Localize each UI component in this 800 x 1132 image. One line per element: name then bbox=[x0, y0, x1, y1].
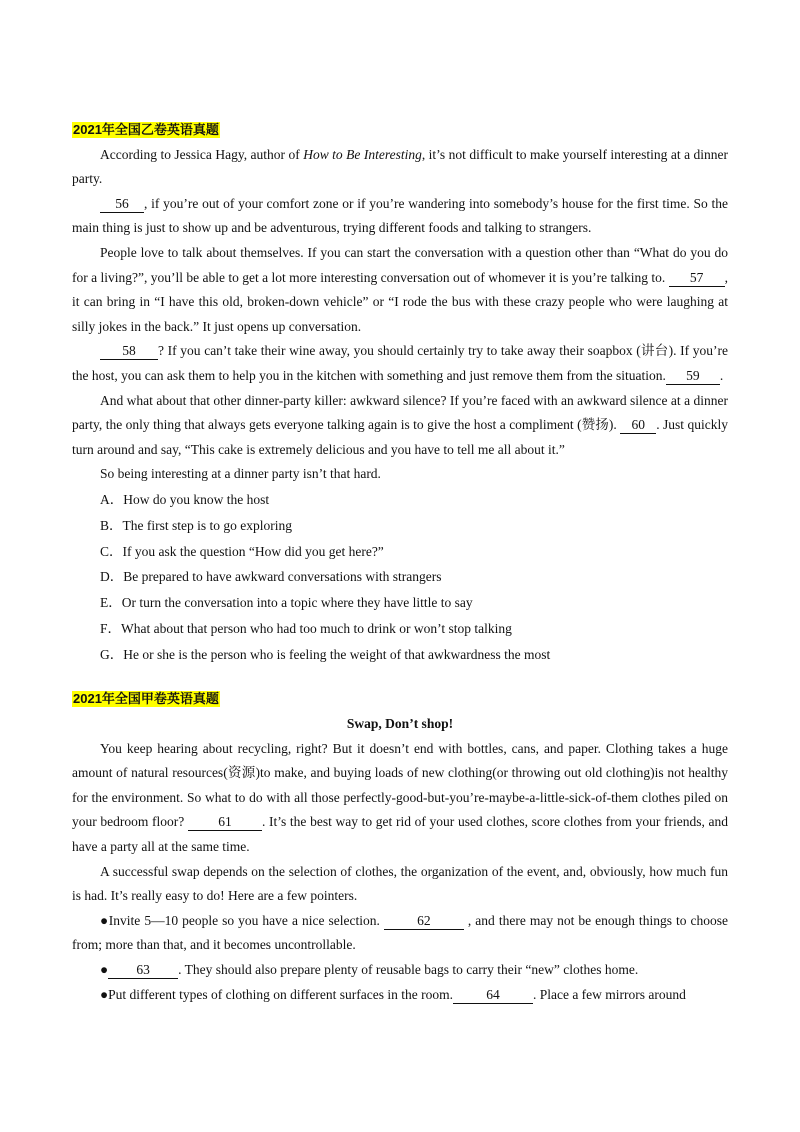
text: People love to talk about themselves. If you can start the conversation with a question other than “What do you do for a living?”, you’ll be able to get a lot more interesting conversation out of whomever it is you’re talking to. bbox=[72, 244, 728, 285]
text: ? If you can’t take their wine away, you should certainly try to take away their soapbox (讲台). If you’re the host, you can ask them to help you in the kitchen with something and just remove them from the situation. bbox=[72, 343, 728, 383]
section-yi bbox=[72, 118, 728, 667]
option-a: A．How do you know the host bbox=[100, 491, 270, 507]
paragraph: So being interesting at a dinner party isn’t that hard. bbox=[100, 466, 381, 482]
paragraph bbox=[72, 958, 728, 983]
text: , if you’re out of your comfort zone or if you’re wandering into somebody’s house for the first time. So the main thing is just to show up and be adventurous, trying different foods and talking to strangers. bbox=[72, 195, 728, 236]
text: ●Put different types of clothing on different surfaces in the room. bbox=[100, 986, 453, 1002]
bullet: ● bbox=[100, 962, 109, 978]
blank-64[interactable]: 64 bbox=[453, 987, 533, 1004]
option-b: B．The first step is to go exploring bbox=[100, 517, 292, 533]
blank-62[interactable]: 62 bbox=[384, 913, 464, 930]
text: . Place a few mirrors around bbox=[532, 986, 686, 1002]
option-f: F．What about that person who had too much to drink or won’t stop talking bbox=[100, 620, 512, 636]
options-list bbox=[72, 487, 728, 668]
text: , it can bring in “I have this old, broken-down vehicle” or “I rode the bus with these crazy people who were laughing at silly jokes in the back.” It just opens up conversation. bbox=[72, 269, 728, 334]
option-g: G．He or she is the person who is feeling the weight of that awkwardness the most bbox=[100, 646, 551, 662]
passage-title: Swap, Don’t shop! bbox=[346, 716, 454, 732]
text: . They should also prepare plenty of reusable bags to carry their “new” clothes home. bbox=[178, 962, 639, 978]
option-c: C．If you ask the question “How did you get here?” bbox=[100, 543, 384, 559]
blank-63[interactable]: 63 bbox=[108, 962, 178, 979]
section-heading: 2021年全国乙卷英语真题 bbox=[73, 122, 219, 137]
blank-61[interactable]: 61 bbox=[188, 814, 262, 831]
text: . bbox=[719, 367, 724, 383]
text: , and there may not be enough things to choose from; more than that, and it becomes uncontrollable. bbox=[72, 912, 728, 953]
paragraph bbox=[72, 241, 728, 339]
option-e: E．Or turn the conversation into a topic where they have little to say bbox=[100, 595, 473, 611]
paragraph bbox=[72, 192, 728, 241]
blank-59[interactable]: 59 bbox=[666, 368, 720, 385]
paragraph bbox=[72, 983, 728, 1008]
text: And what about that other dinner-party killer: awkward silence? If you’re faced with an awkward silence at a dinner party, the only thing that always gets everyone talking again is to give the host a compliment (赞扬). bbox=[72, 392, 728, 433]
text: ●Invite 5—10 people so you have a nice selection. bbox=[100, 912, 384, 928]
paragraph bbox=[72, 339, 728, 388]
blank-60[interactable]: 60 bbox=[620, 417, 656, 434]
text: . It’s the best way to get rid of your used clothes, score clothes from your friends, and have a party all at the same time. bbox=[72, 814, 729, 855]
text: According to Jessica Hagy, author of bbox=[100, 146, 304, 162]
paragraph bbox=[72, 737, 728, 860]
blank-57[interactable]: 57 bbox=[669, 270, 725, 287]
blank-58[interactable]: 58 bbox=[100, 343, 158, 360]
option-d: D．Be prepared to have awkward conversations with strangers bbox=[100, 569, 442, 585]
text: You keep hearing about recycling, right? But it doesn’t end with bottles, cans, and paper. Clothing takes a huge amount of natural resources(资源)to make, and buying loads of new clothing(or throwing out old clothing)is not healthy for the environment. So what to do with all those perfectly-good-but-you’re-maybe-a-little-sick-of-them clothes piled on your bedroom floor? bbox=[72, 740, 728, 830]
text: , it’s not difficult to make yourself interesting at a dinner party. bbox=[72, 146, 729, 187]
text: . Just quickly turn around and say, “This cake is extremely delicious and you have to tell me all about it.” bbox=[72, 417, 728, 457]
section-heading: 2021年全国甲卷英语真题 bbox=[73, 691, 219, 707]
paragraph bbox=[72, 143, 728, 192]
paragraph bbox=[72, 389, 728, 463]
paragraph bbox=[72, 909, 728, 958]
paragraph: A successful swap depends on the selection of clothes, the organization of the event, and, obviously, how much fun is had. It’s really easy to do! Here are a few pointers. bbox=[72, 863, 728, 904]
blank-56[interactable]: 56 bbox=[100, 196, 144, 213]
book-title: How to Be Interesting bbox=[303, 146, 422, 162]
section-jia bbox=[72, 687, 728, 1007]
